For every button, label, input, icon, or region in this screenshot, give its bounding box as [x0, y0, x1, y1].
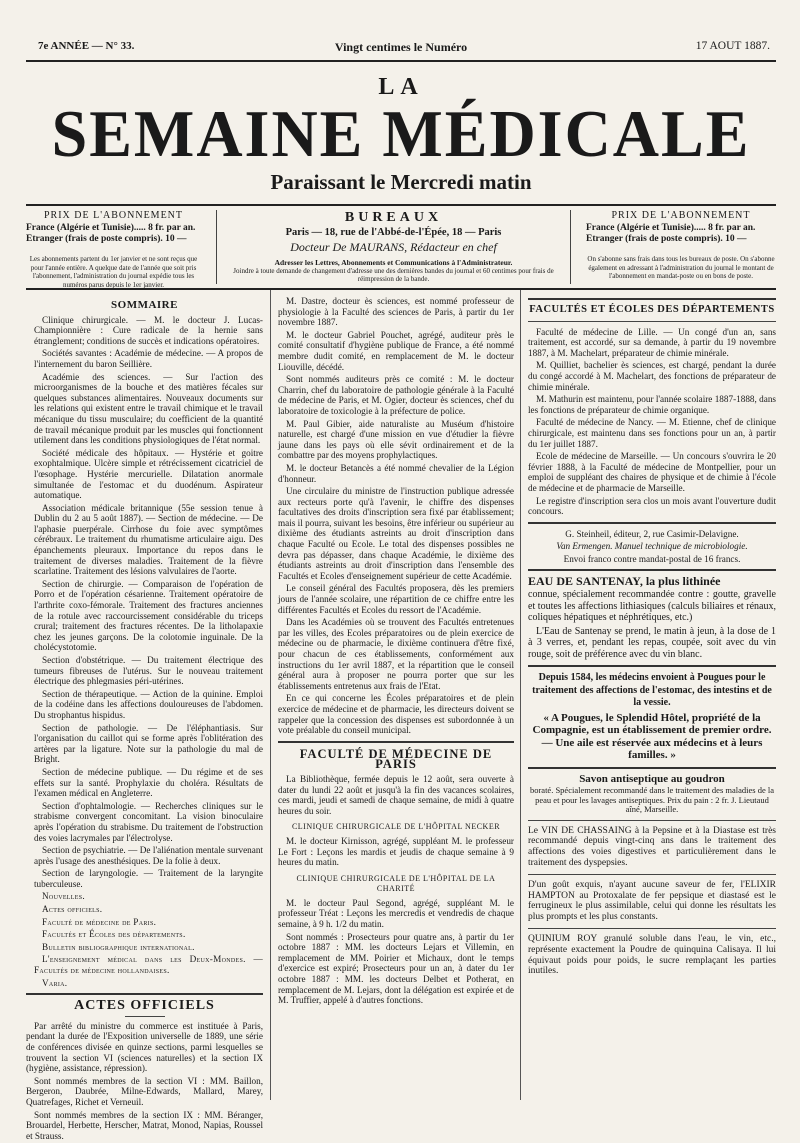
sommaire-list: [26, 315, 263, 989]
departements-paragraph: M. Quilliet, bachelier ès sciences, est chargé, pendant la durée du congé accordé à M. Machelart, des fonctions de préparateur de chimie minérale.: [528, 360, 776, 392]
publisher-book: Van Ermengen. Manuel technique de microbiologie.: [556, 541, 748, 552]
divider: [528, 767, 776, 769]
santenay-title: EAU DE SANTENAY, la plus lithinée: [528, 574, 721, 589]
divider: [125, 1016, 165, 1017]
list-item: Clinique chirurgicale. — M. le docteur J. Lucas-Championnière : Cure radicale de la hernie sans étranglement; conditions de succès et indications opératoires.: [34, 314, 263, 346]
departements-paragraph: Le registre d'inscription sera clos un mois avant l'ouverture dudit concours.: [528, 495, 776, 517]
necker-paragraph: M. le docteur Kirnisson, agrégé, suppléant M. le professeur Le Fort : Leçons les mardis et jeudis de chaque semaine à 9 heures du matin.: [278, 835, 514, 868]
subscription-foreign: Etranger (frais de poste compris). 10 —: [586, 234, 747, 244]
list-item: Faculté de médecine de Paris.: [42, 916, 157, 927]
bureaux-notice: [217, 259, 570, 283]
list-item: Facultés et Écoles des départements.: [42, 929, 186, 940]
list-item: Section de thérapeutique. — Action de la quinine. Emploi de la codéine dans les affections douloureuses de l'abdomen. Du strophantus hispidus.: [34, 688, 263, 720]
actes-paragraph: Sont nommés membres de la section IX : MM. Béranger, Brouardel, Herbette, Herscher, Matrat, Monod, Napias, Roussel et Strauss.: [26, 1109, 263, 1141]
divider: [528, 321, 776, 322]
newspaper-page: [26, 0, 776, 1141]
bureaux-notice-1: Adresser les Lettres, Abonnements et Communications à l'Administrateur.: [274, 258, 513, 267]
column-rule: [520, 290, 521, 1100]
news-paragraph: M. Dastre, docteur ès sciences, est nommé professeur de physiologie à la Faculté des sciences de Paris, à partir du 1er novembre 1887.: [278, 296, 514, 328]
divider: [26, 288, 776, 290]
santenay-dosage: L'Eau de Santenay se prend, le matin à jeun, à la dose de 1 à 3 verres, et, pendant les repas, coupée, soit avec du vin rouge, soit de préférence avec du vin blanc.: [528, 625, 776, 660]
santenay-body: connue, spécialement recommandée contre : goutte, gravelle et toutes les affections lithiasiques (calculs biliaires et rénaux, coliques hépatiques et néphrétiques, etc.): [528, 589, 776, 624]
departements-paragraph: Ecole de médecine de Marseille. — Un concours s'ouvrira le 20 février 1888, à la Faculté de médecine de Montpellier, pour un emploi de suppléant des chaires de physique et de chimie à l'école de médecine et de pharmacie de Marseille.: [528, 451, 776, 493]
departements-paragraph: Faculté de médecine de Nancy. — M. Etienne, chef de clinique chirurgicale, est maintenu dans ses fonctions pour un an, à partir du 1er juillet 1887.: [528, 417, 776, 449]
pougues-text: Depuis 1584, les médecins envoient à Pougues pour le traitement des affections de l'estomac, des intestins et de la vessie.: [532, 672, 772, 709]
departements-paragraph: Faculté de médecine de Lille. — Un congé d'un an, sans traitement, est accordé, sur sa demande, à partir du 19 novembre 1887, à M. Machelart, préparateur de chimie minérale.: [528, 326, 776, 358]
pougues-hotel: « A Pougues, le Splendid Hôtel, propriété de la Compagnie, est un établissement de premier ordre. — Une aile est réservée aux médecins et à leurs familles. »: [532, 711, 772, 762]
bureaux-editor: Docteur De MAURANS, Rédacteur en chef: [290, 240, 497, 254]
necker-heading: CLINIQUE CHIRURGICALE DE L'HÔPITAL NECKER: [291, 822, 501, 832]
sommaire-heading: SOMMAIRE: [111, 299, 178, 311]
masthead-article: LA: [378, 74, 424, 100]
publisher-line: G. Steinheil, éditeur, 2, rue Casimir-Delavigne.: [565, 528, 739, 539]
charite-heading: CLINIQUE CHIRURGICALE DE L'HÔPITAL DE LA CHARITÉ: [296, 873, 496, 894]
list-item: Section d'ophtalmologie. — Recherches cliniques sur le strabisme convergent concomitant. La vision binoculaire après l'opération du strabisme. Du traitement de l'obstruction des voies lacrymales par l'électrolyse.: [34, 800, 263, 843]
list-item: Section de pathologie. — De l'éléphantiasis. Sur l'organisation du caillot qui se forme après l'oblitération des artères par la ligature. Note sur la pathologie du mal de Bright.: [34, 722, 263, 765]
divider: [528, 569, 776, 571]
list-item: Bulletin bibliographique international.: [42, 941, 195, 952]
issue-date: 17 AOUT 1887.: [695, 40, 770, 52]
list-item: Nouvelles.: [42, 891, 85, 902]
savon-title: Savon antiseptique au goudron: [579, 772, 725, 785]
list-item: Section de médecine publique. — Du régime et de ses effets sur la santé. Prophylaxie du choléra. Résultats de l'examen médical en Angleterre.: [34, 766, 263, 799]
divider: [528, 298, 776, 300]
divider: [26, 60, 776, 62]
column-rule: [270, 290, 271, 1100]
column-sommaire: [26, 296, 263, 1143]
list-item: Académie des sciences. — Sur l'action des microorganismes de la bouche et des matières fécales sur quelques substances alimentaires. Nouveaux documents sur les relations qui existent entre le travail chimique et le travail mécanique du tissu musculaire; du coefficient de la quantité de travail mécanique produit par les muscles qui fonctionnent utilement dans les conditions physiologiques de l'état normal.: [34, 371, 263, 446]
subscription-heading: PRIX DE L'ABONNEMENT: [611, 210, 751, 221]
publisher-price: Envoi franco contre mandat-postal de 16 francs.: [563, 553, 741, 564]
news-paragraph: M. Paul Gibier, aide naturaliste au Muséum d'histoire naturelle, est chargé d'une mission en vue d'étudier la fièvre jaune dans les pays où elle sévit ordinairement et de la combattre par des moyens prophylactiques.: [278, 418, 514, 461]
divider: [26, 204, 776, 206]
subscription-foreign: Etranger (frais de poste compris). 10 —: [26, 234, 187, 244]
actes-paragraph: Sont nommés membres de la section VI : MM. Baillon, Bergeron, Daubrée, Milne-Edwards, Mallard, Marey, Quatrefages, Richet et Verneuil.: [26, 1075, 263, 1107]
bureaux-box: [216, 210, 571, 284]
masthead-title: SEMAINE MÉDICALE: [51, 96, 751, 171]
column-news: [278, 296, 514, 1008]
list-item: Association médicale britannique (55e session tenue à Dublin du 2 au 5 août 1887). — Section de médecine. — De l'aphasie puerpérale. Cirrhose du foie avec symptômes cérébraux. Le traitement du rhumatisme articulaire aigu. Des épanchements pleuraux. Importance du repos dans le traitement de diverses maladies. Traitement de la fièvre scarlatine. Traitement des lésions valvulaires de l'aorte.: [34, 502, 263, 577]
divider: [528, 820, 776, 821]
list-item: Varia.: [42, 977, 68, 988]
subscription-note: On s'abonne sans frais dans tous les bureaux de poste. On s'abonne également en adressant à l'administration du journal le montant de l'abonnement en mandat-poste ou en bons de poste.: [587, 255, 775, 280]
departements-heading: FACULTÉS ET ÉCOLES DES DÉPARTEMENTS: [529, 304, 775, 315]
news-paragraph: Une circulaire du ministre de l'instruction publique adressée aux recteurs porte qu'à l'avenir, le chiffre des dispenses facultatives des droits d'inscription sera fixé par établissement; mais il pourra, suivant les besoins, être inférieur ou supérieur au dixième des étudiants astreints au droit d'inscription dans chaque Faculté ou Ecole. Le total des dispenses possibles ne devra pas dépasser, dans chaque Académie, le dixième des étudiants astreints au droit d'inscription dans l'ensemble des Facultés et Ecoles d'enseignement supérieur de cette Académie.: [278, 486, 514, 581]
subscription-note: Les abonnements partent du 1er janvier et ne sont reçus que pour l'année entière. A quelque date de l'année que soit pris l'abonnement, l'administration du journal expédie tous les numéros parus depuis le 1er janvier.: [29, 255, 198, 289]
news-paragraph: Sont nommés auditeurs près ce comité : M. le docteur Charrin, chef du laboratoire de pathologie générale à la Faculté de médecine de Paris, et M. Ogier, docteur ès sciences, chef du laboratoire de toxicologie à la préfecture de police.: [278, 374, 514, 416]
news-paragraph: Dans les Académies où se trouvent des Facultés entretenues par les villes, des Ecoles préparatoires ou de plein exercice de médecine ou de pharmacie, le dixième continuera d'être fixé, pour chacun de ces établissements, conformément aux instructions du 1er avril 1887, et la répartition que le conseil général aura à proposer ne pourra porter que sur les établissements entretenus aux frais de l'Etat.: [278, 617, 514, 691]
list-item: Section d'obstétrique. — Du traitement électrique des tumeurs fibreuses de l'utérus. Sur le nouveau traitement électrique des phlegmasies péri-utérines.: [34, 655, 263, 687]
list-item: Société médicale des hôpitaux. — Hystérie et goitre exophtalmique. Ulcère simple et rétrécissement cicatriciel de l'œsophage. Hystérie mercurielle. Dilatation anormale simultanée de l'estomac et du duodénum. Aspirateur automatique.: [34, 447, 263, 501]
faculte-paragraph: La Bibliothèque, fermée depuis le 12 août, sera ouverte à dater du lundi 22 août et jusqu'à la fin des vacances scolaires, ces mardi, jeudi et samedi de chaque semaine, de midi à quatre heures du soir.: [278, 773, 514, 816]
issue-price: Vingt centimes le Numéro: [334, 40, 468, 54]
charite-paragraph: M. le docteur Paul Segond, agrégé, suppléant M. le professeur Tréat : Leçons les mercredis et vendredis de chaque semaine, à 9 h. 1/2 du matin.: [278, 897, 514, 930]
actes-paragraph: Par arrêté du ministre du commerce est instituée à Paris, pendant la durée de l'Exposition universelle de 1889, une série de conférences divisée en quinze sections, parmi lesquelles se trouvent la section VI (sciences naturelles) et la section IX (hygiène, assistance, répression).: [26, 1020, 263, 1074]
news-paragraph: M. le docteur Betancès a été nommé chevalier de la Légion d'honneur.: [278, 462, 514, 484]
subscription-left: [26, 210, 201, 289]
column-departements: [528, 296, 776, 979]
bureaux-heading: BUREAUX: [344, 210, 443, 225]
departements-paragraph: M. Mathurin est maintenu, pour l'année scolaire 1887-1888, dans les fonctions de préparateur de chimie organique.: [528, 394, 776, 415]
bureaux-address: Paris — 18, rue de l'Abbé-de-l'Épée, 18 — Paris: [285, 227, 502, 238]
news-paragraph: En ce qui concerne les Écoles préparatoires et de plein exercice de médecine et de pharmacie, les directeurs doivent se rappeler que la concession des dispenses est subordonnée à un vote préalable du conseil municipal.: [278, 693, 514, 736]
chassaing-ad: Le VIN DE CHASSAING à la Pepsine et à la Diastase est très recommandé depuis vingt-cinq ans dans le traitement des affections des voies digestives et particulièrement dans le traitement des dyspepsies.: [528, 825, 776, 869]
list-item: Actes officiels.: [42, 904, 103, 915]
divider: [278, 741, 514, 743]
news-paragraph: M. le docteur Gabriel Pouchet, agrégé, auditeur près le comité consultatif d'hygiène publique de France, a été nommé membre dudit comité, en remplacement de M. le docteur Liouville, décédé.: [278, 329, 514, 372]
subscription-heading: PRIX DE L'ABONNEMENT: [43, 210, 184, 221]
issue-number: 7e ANNÉE — N° 33.: [38, 40, 135, 52]
divider: [528, 522, 776, 524]
list-item: Section de psychiatrie. — De l'aliénation mentale survenant après l'usage des anesthésiques. De la folie à deux.: [34, 845, 263, 866]
subscription-france: France (Algérie et Tunisie)..... 8 fr. par an.: [26, 223, 196, 233]
list-item: L'enseignement médical dans les Deux-Mondes. — Facultés de médecine hollandaises.: [34, 954, 263, 976]
subscription-france: France (Algérie et Tunisie)..... 8 fr. par an.: [586, 223, 756, 233]
subscription-band: [26, 210, 776, 289]
divider: [528, 928, 776, 929]
divider: [26, 993, 263, 995]
quinium-ad: QUINIUM ROY granulé soluble dans l'eau, le vin, etc., représente exactement la Poudre de quinquina Calisaya. Il lui équivaut poids pour poids, le sucre remplaçant les parties inutiles.: [528, 934, 776, 977]
list-item: Sociétés savantes : Académie de médecine. — A propos de l'internement du baron Seillière.: [34, 348, 263, 369]
savon-body: boraté. Spécialement recommandé dans le traitement des maladies de la peau et pour les lavages antiseptiques. Prix du pain : 2 fr. J. Lieutaud aîné, Marseille.: [529, 785, 775, 815]
hampton-ad: D'un goût exquis, n'ayant aucune saveur de fer, l'ELIXIR HAMPTON au Protoxalate de fer pepsique et diastasé est le ferrugineux le plus assimilable, celui qui donne les résultats les plus prompts et les plus constants.: [528, 879, 776, 923]
list-item: Section de chirurgie. — Comparaison de l'opération de Porro et de l'opération césarienne. Traitement opératoire de l'arthrite coxo-fémorale. Traitement des fractures anciennes de la rotule avec raccourcissement considérable du triceps crural; traitement des fractures récentes. De la litholapaxie chez les jeunes garçons. De la colotomie inguinale. De la cholécystotomie.: [34, 578, 263, 653]
top-line: [26, 40, 776, 56]
prosecteurs-paragraph: Sont nommés : Prosecteurs pour quatre ans, à partir du 1er octobre 1887 : MM. les docteurs Lejars et Villemin, en remplacement de MM. Poirier et Michaux, dont le temps d'exercice est expiré; Prosecteurs pour un an, à dater du 1er octobre 1887 : MM. les docteurs Delbet et Potherat, en remplacement de M. Lejars, dont la délégation est expirée et de M. Truffier, appelé à d'autres fonctions.: [278, 931, 514, 1006]
divider: [528, 665, 776, 667]
news-paragraph: Le conseil général des Facultés proposera, dès les premiers jours de l'année scolaire, une répartition de ce chiffre entre les différentes Facultés et Ecoles du ressort de l'Académie.: [278, 583, 514, 615]
masthead-subtitle: Paraissant le Mercredi matin: [270, 170, 532, 194]
divider: [528, 874, 776, 875]
faculte-heading: FACULTÉ DE MÉDECINE DE PARIS: [299, 746, 493, 772]
bureaux-notice-2: Joindre à toute demande de changement d'adresse une des dernières bandes du journal et 60 centimes pour frais de réimpression de la bande.: [233, 267, 554, 283]
list-item: Section de laryngologie. — Traitement de la laryngite tuberculeuse.: [34, 868, 263, 889]
actes-heading: ACTES OFFICIELS: [74, 998, 215, 1014]
subscription-right: [586, 210, 776, 281]
